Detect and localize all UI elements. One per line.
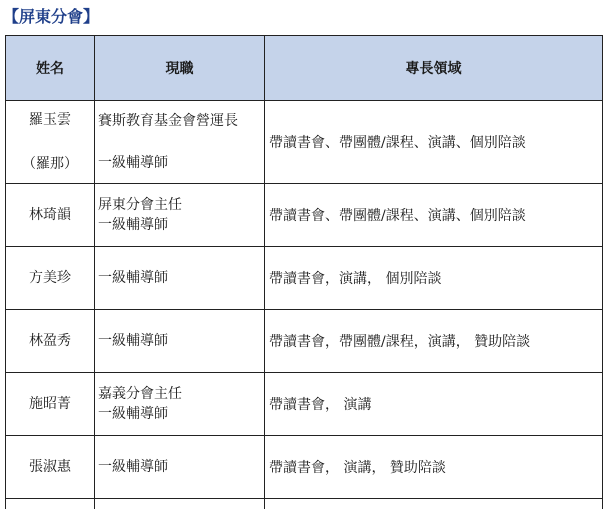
specialty-cell: 帶讀書會、帶團體/課程、演講、個別陪談 [265,101,603,184]
role-cell [95,184,265,247]
empty-cell [95,499,265,509]
name-cell [6,184,95,247]
role-cell [95,436,265,499]
table-row [6,436,603,499]
role-cell [95,247,265,310]
person-name: 張淑惠 [29,459,71,475]
person-name: 林琦韻 [29,207,71,223]
empty-cell [6,499,95,509]
person-name: 方美珍 [29,270,71,286]
specialty-cell: 帶讀書會， 演講 [265,373,603,436]
name-cell [6,310,95,373]
person-name: 羅玉雲 [29,112,71,128]
table-row [6,310,603,373]
specialty-cell: 帶讀書會，演講， 個別陪談 [265,247,603,310]
section-title: 【屏東分會】 [3,5,99,29]
name-cell [6,373,95,436]
person-alias: （羅那） [6,155,94,173]
empty-cell [265,499,603,509]
role-line: 屏東分會主任 [98,195,264,215]
role-cell [95,101,265,184]
specialty-cell: 帶讀書會，帶團體/課程，演講， 贊助陪談 [265,310,603,373]
role-line: 一級輔導師 [98,153,264,173]
person-name: 施昭菁 [29,396,71,412]
column-header-name: 姓名 [6,36,95,101]
staff-table [5,35,603,509]
table-row [6,373,603,436]
table-row-partial [6,499,603,509]
role-cell [95,310,265,373]
column-header-role: 現職 [95,36,265,101]
name-cell [6,436,95,499]
table-row [6,247,603,310]
column-header-specialty: 專長領域 [265,36,603,101]
role-line: 一級輔導師 [98,331,264,351]
specialty-cell: 帶讀書會、帶團體/課程、演講、個別陪談 [265,184,603,247]
name-cell [6,101,95,184]
person-name: 林盈秀 [29,333,71,349]
table-header-row [6,36,603,101]
table-row [6,184,603,247]
role-line: 一級輔導師 [98,268,264,288]
name-cell [6,247,95,310]
role-line: 嘉義分會主任 [98,384,264,404]
specialty-cell: 帶讀書會， 演講， 贊助陪談 [265,436,603,499]
role-cell [95,373,265,436]
role-line: 一級輔導師 [98,404,264,424]
role-line: 賽斯教育基金會營運長 [98,111,264,131]
role-line: 一級輔導師 [98,457,264,477]
role-line: 一級輔導師 [98,215,264,235]
table-row [6,101,603,184]
